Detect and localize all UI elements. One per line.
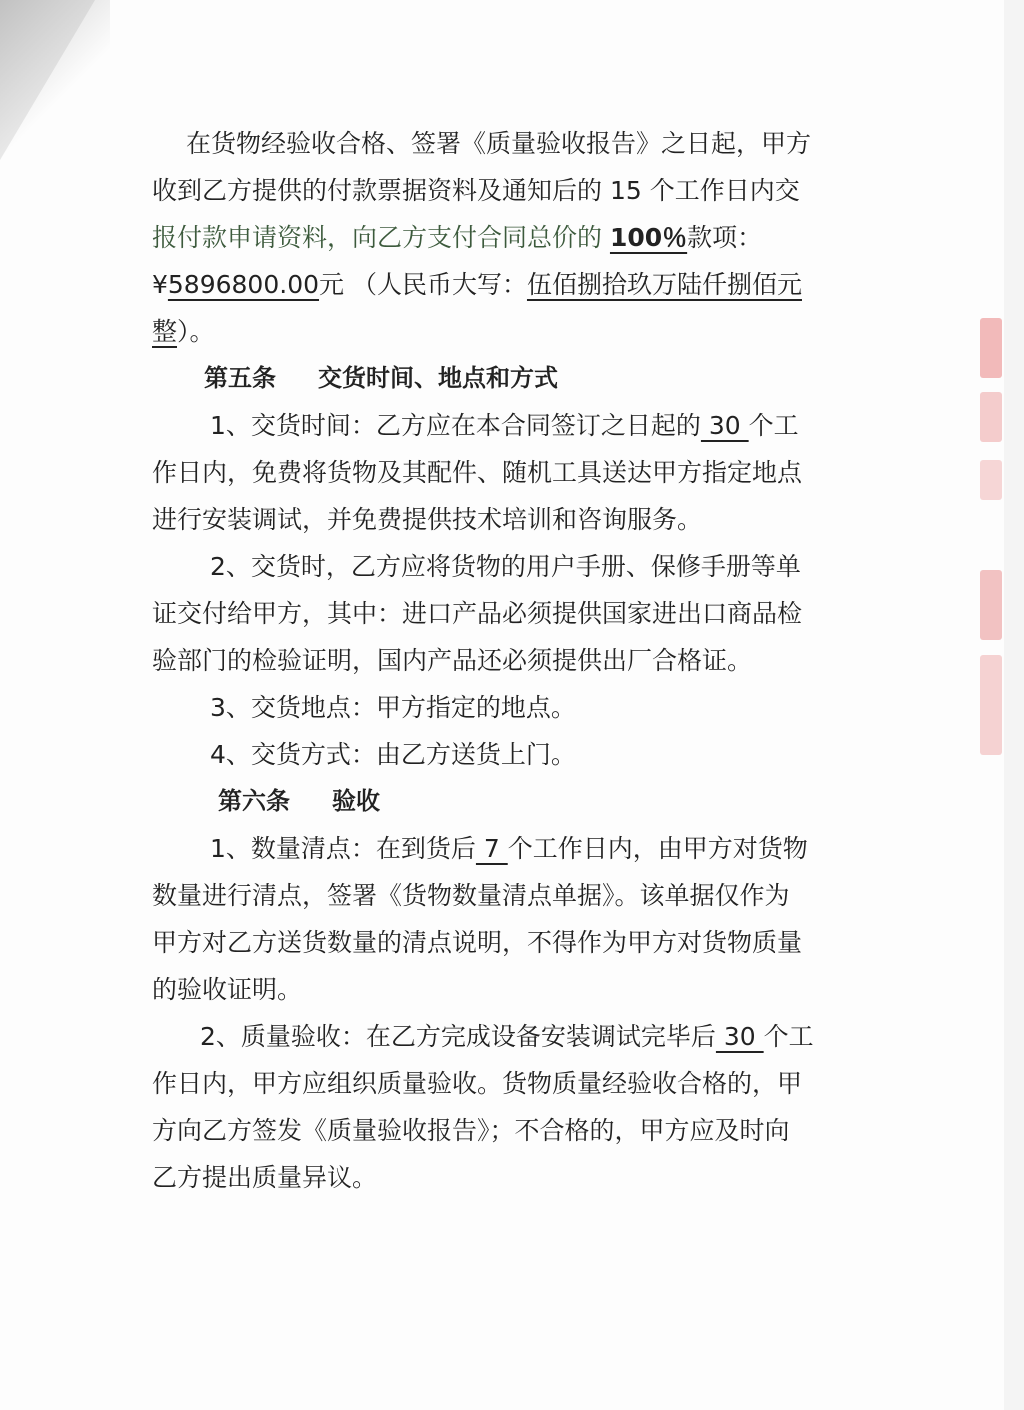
text-line-15: 数量进行清点，签署《货物数量清点单据》。该单据仅作为 xyxy=(152,881,790,910)
text-line-2: 收到乙方提供的付款票据资料及通知后的 15 个工作日内交 xyxy=(152,176,800,205)
underlined-amount: 5896800.00 xyxy=(167,270,320,299)
text-span: 款项： xyxy=(687,223,763,252)
text-line-11: 验部门的检验证明，国内产品还必须提供出厂合格证。 xyxy=(152,646,753,675)
text-line-1: 在货物经验收合格、签署《质量验收报告》之日起，甲方 xyxy=(186,129,812,158)
article-title: 验收 xyxy=(332,787,380,815)
underlined-days: 30 xyxy=(700,411,749,440)
red-seal-fragment xyxy=(980,655,1002,755)
underlined-amount-words: 伍佰捌拾玖万陆仟捌佰元 xyxy=(526,270,802,299)
underlined-days: 30 xyxy=(715,1022,764,1051)
underlined-percent: 100％ xyxy=(609,223,688,252)
article-5-heading xyxy=(152,355,852,402)
red-seal-fragment xyxy=(980,392,1002,442)
article-number: 第五条 xyxy=(204,364,276,392)
page-corner-shadow xyxy=(0,0,110,180)
article-number: 第六条 xyxy=(218,787,290,815)
text-line-3 xyxy=(152,214,852,261)
text-span: 报付款申请资料，向乙方支付合同总价的 xyxy=(152,223,610,252)
text-line-20: 方向乙方签发《质量验收报告》；不合格的，甲方应及时向 xyxy=(152,1116,790,1145)
text-line-16: 甲方对乙方送货数量的清点说明，不得作为甲方对货物质量 xyxy=(152,928,803,957)
text-line-12: 3、交货地点：甲方指定的地点。 xyxy=(210,693,576,722)
text-span: 个工 xyxy=(763,1022,814,1051)
text-span: 1、交货时间：乙方应在本合同签订之日起的 xyxy=(210,411,701,440)
text-line-14 xyxy=(152,825,852,872)
text-span: ）。 xyxy=(177,317,215,346)
text-line-10: 证交付给甲方，其中：进口产品必须提供国家进出口商品检 xyxy=(152,599,803,628)
text-line-13: 4、交货方式：由乙方送货上门。 xyxy=(210,740,576,769)
article-title: 交货时间、地点和方式 xyxy=(318,364,558,392)
underlined-days: 7 xyxy=(475,834,508,863)
currency-symbol: ¥ xyxy=(152,270,168,299)
text-line-18 xyxy=(152,1013,852,1060)
text-span: 2、质量验收：在乙方完成设备安装调试完毕后 xyxy=(200,1022,716,1051)
text-line-19: 作日内，甲方应组织质量验收。货物质量经验收合格的，甲 xyxy=(152,1069,803,1098)
text-line-4 xyxy=(152,261,852,308)
text-line-9: 2、交货时，乙方应将货物的用户手册、保修手册等单 xyxy=(210,552,801,581)
red-seal-fragment xyxy=(980,460,1002,500)
text-span: 个工作日内，由甲方对货物 xyxy=(507,834,808,863)
text-line-8: 进行安装调试，并免费提供技术培训和咨询服务。 xyxy=(152,505,703,534)
text-line-6 xyxy=(152,402,852,449)
text-line-5 xyxy=(152,308,852,355)
text-line-17: 的验收证明。 xyxy=(152,975,303,1004)
article-6-heading xyxy=(152,778,852,825)
underlined-amount-words-end: 整 xyxy=(152,317,178,346)
text-span: 元 （人民币大写： xyxy=(319,270,527,299)
red-seal-fragment xyxy=(980,570,1002,640)
text-line-7: 作日内，免费将货物及其配件、随机工具送达甲方指定地点 xyxy=(152,458,803,487)
text-span: 个工 xyxy=(748,411,799,440)
page-edge-strip xyxy=(1004,0,1024,1410)
text-span: 1、数量清点：在到货后 xyxy=(210,834,476,863)
red-seal-fragment xyxy=(980,318,1002,378)
text-line-21: 乙方提出质量异议。 xyxy=(152,1163,378,1192)
contract-text xyxy=(152,120,852,1201)
